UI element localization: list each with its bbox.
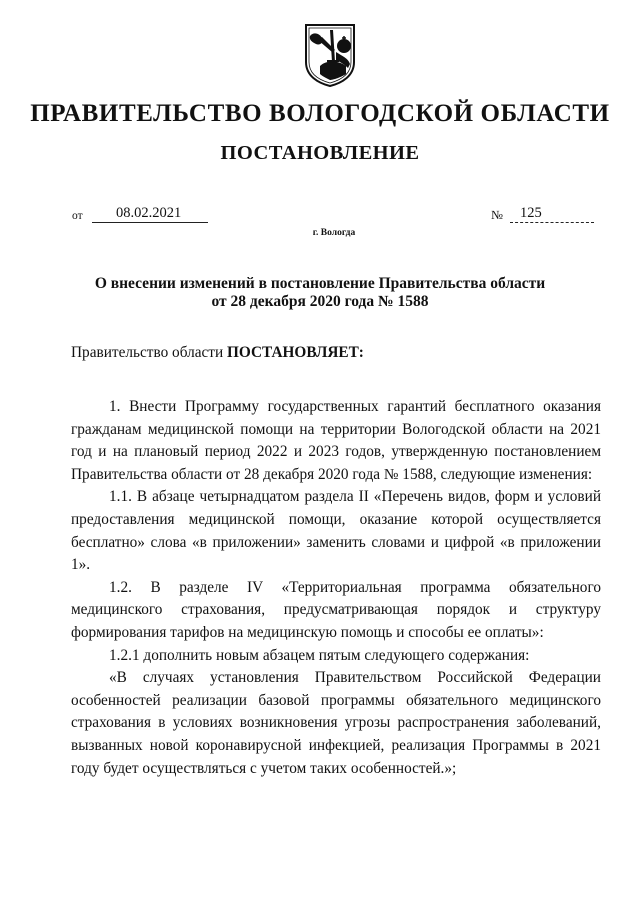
paragraph: «В случаях установления Правительством Российской Федерации особенностей реализации базовой программы обязательного медицинского страхования в условиях возникновения угрозы распространения заболеваний, вызванных новой коронавирусной инфекцией, реализация Программы в 2021 году будет осуществляться с учетом таких особенностей.»; [71, 669, 601, 777]
intro-prefix: Правительство области [71, 344, 224, 361]
paragraph: 1.1. В абзаце четырнадцатом раздела II «Перечень видов, форм и условий предоставления медицинской помощи, оказание которой осуществляется бесплатно» слова «в приложении» заменить словами и цифрой «в приложении 1». [71, 488, 601, 574]
paragraph: 1. Внести Программу государственных гарантий бесплатного оказания гражданам медицинской помощи на территории Вологодской области на 2021 год и на плановый период 2022 и 2023 годов, утвержденную постановлением Правительства области от 28 декабря 2020 года № 1588, следующие изменения: [71, 398, 601, 483]
date-label: от [72, 210, 83, 222]
document-subject [60, 275, 580, 311]
vologda-coat-of-arms-icon [302, 22, 358, 88]
intro-verb: ПОСТАНОВЛЯЕТ: [227, 344, 364, 361]
government-title: ПРАВИТЕЛЬСТВО ВОЛОГОДСКОЙ ОБЛАСТИ [30, 100, 610, 127]
document-body [71, 396, 601, 780]
document-type: ПОСТАНОВЛЕНИЕ [220, 142, 420, 164]
subject-line-2: от 28 декабря 2020 года № 1588 [211, 293, 429, 310]
paragraph: 1.2. В разделе IV «Территориальная программа обязательного медицинского страхования, предусматривающая порядок и структуру формирования тарифов на медицинскую помощь и способы ее оплаты»: [71, 578, 601, 641]
document-date: 08.02.2021 [92, 205, 208, 223]
number-label: № [491, 208, 503, 222]
intro-line [71, 342, 601, 365]
paragraph: 1.2.1 дополнить новым абзацем пятым следующего содержания: [109, 646, 530, 664]
document-number: 125 [510, 205, 594, 223]
city-name: г. Вологда [312, 228, 356, 238]
subject-line-1: О внесении изменений в постановление Правительства области [94, 275, 546, 292]
